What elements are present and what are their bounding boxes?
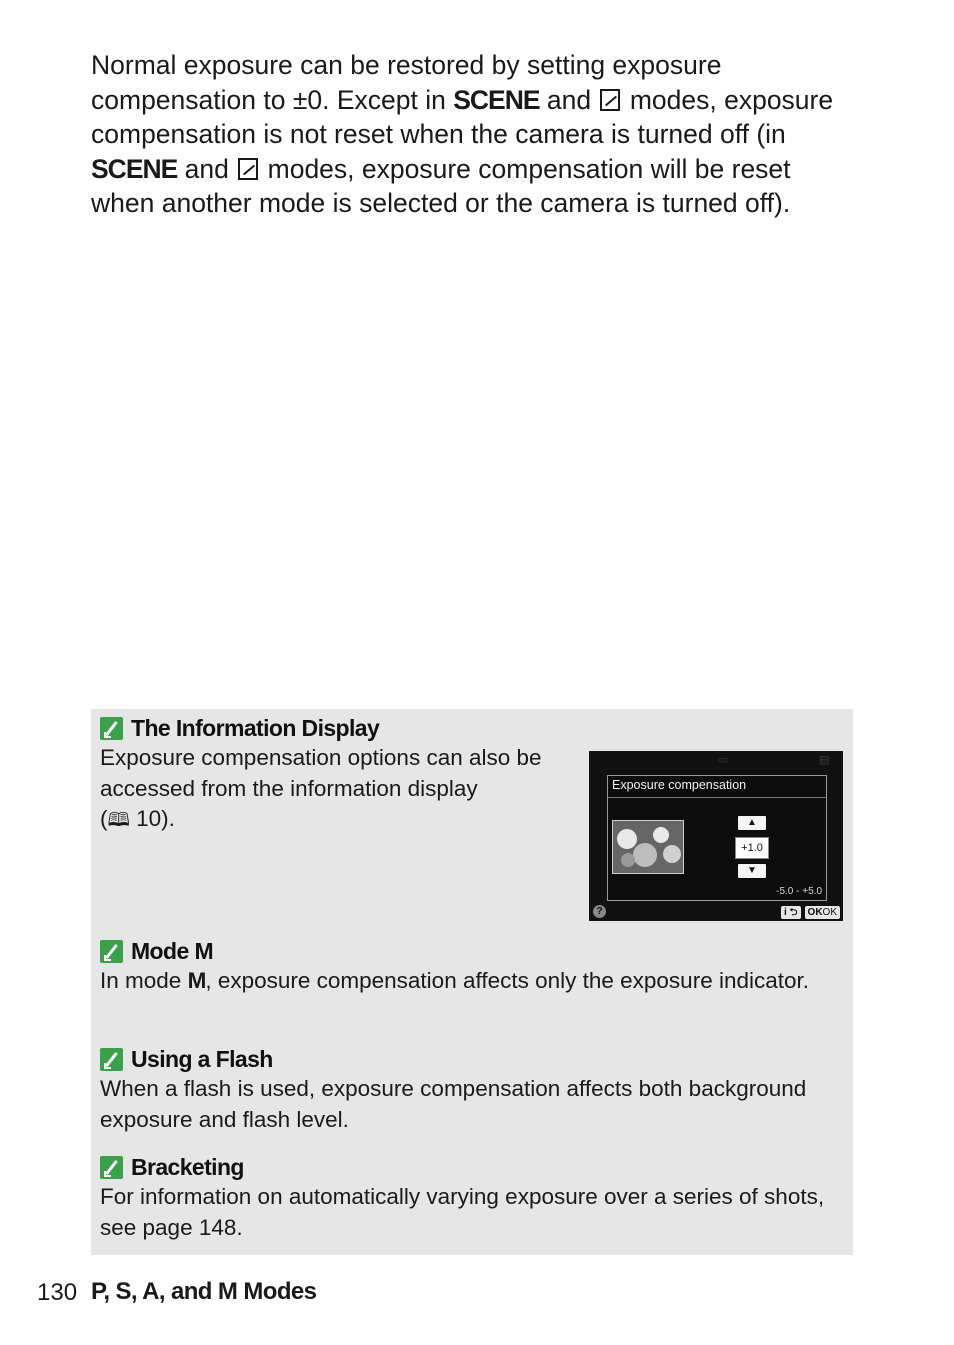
note-heading (100, 715, 570, 741)
ok-key: OKOK (805, 906, 840, 919)
intro-text-4: and (177, 153, 237, 184)
ghost-icon: ▤ (819, 754, 830, 766)
note-text: ( (100, 806, 108, 831)
intro-text-2: and (539, 84, 599, 115)
pencil-check-icon (100, 940, 123, 963)
intro-paragraph (91, 48, 861, 221)
dialog-divider (608, 797, 826, 798)
note-body: When a flash is used, exposure compensation affects both background exposure and flash level. (100, 1076, 807, 1132)
note-title: The Information Display (131, 714, 380, 741)
note-text: In mode (100, 968, 188, 993)
section-title: P, S, A, and M Modes (91, 1278, 317, 1305)
effects-mode-icon (238, 158, 258, 180)
decrease-button[interactable]: ▼ (738, 864, 766, 878)
page-reference: 10). (129, 806, 175, 831)
note-heading (100, 938, 844, 964)
preview-thumbnail (612, 820, 684, 874)
dialog-title: Exposure compensation (612, 778, 747, 792)
note-body (100, 743, 570, 837)
note-body (100, 966, 844, 997)
effects-mode-icon (600, 89, 620, 111)
note-information-display (100, 715, 570, 837)
note-heading (100, 1154, 844, 1180)
help-icon: ? (593, 905, 606, 918)
note-heading (100, 1046, 848, 1072)
note-title: Using a Flash (131, 1045, 273, 1072)
note-title: Bracketing (131, 1153, 244, 1180)
intro-text-1: Normal exposure can be restored by setting exposure compensation to ±0. Except in (91, 50, 722, 115)
mode-label: M (187, 968, 206, 993)
note-mode-m (100, 938, 844, 997)
note-text: , exposure compensation affects only the exposure indicator. (205, 968, 810, 993)
pencil-check-icon (100, 1156, 123, 1179)
note-bracketing (100, 1154, 844, 1243)
info-key: i ⮌ (781, 906, 801, 919)
note-text: Exposure compensation options can also be accessed from the information display (100, 745, 542, 801)
note-using-flash (100, 1046, 848, 1135)
page-number: 130 (37, 1279, 78, 1306)
intro-text-5: modes, exposure compensation will be reset when another mode is selected or the camera is turned off). (91, 153, 791, 218)
pencil-check-icon (100, 717, 123, 740)
note-body: For information on automatically varying exposure over a series of shots, see page 148. (100, 1184, 825, 1240)
exposure-dialog (607, 775, 827, 901)
book-icon: 🕮 (107, 810, 130, 831)
camera-screen-image (589, 751, 843, 921)
increase-button[interactable]: ▲ (738, 816, 766, 830)
ghost-icon: ▭ (717, 754, 728, 766)
value-range: -5.0 - +5.0 (776, 886, 822, 897)
intro-text-3: modes, exposure compensation is not reset when the camera is turned off (in (91, 84, 834, 149)
pencil-check-icon (100, 1048, 123, 1071)
exposure-value: +1.0 (735, 837, 769, 859)
scene-mode-label: SCENE (91, 153, 178, 184)
notes-panel (91, 709, 853, 1255)
note-title: Mode M (131, 937, 213, 964)
scene-mode-label: SCENE (453, 84, 540, 115)
screen-footer-keys (781, 906, 840, 919)
